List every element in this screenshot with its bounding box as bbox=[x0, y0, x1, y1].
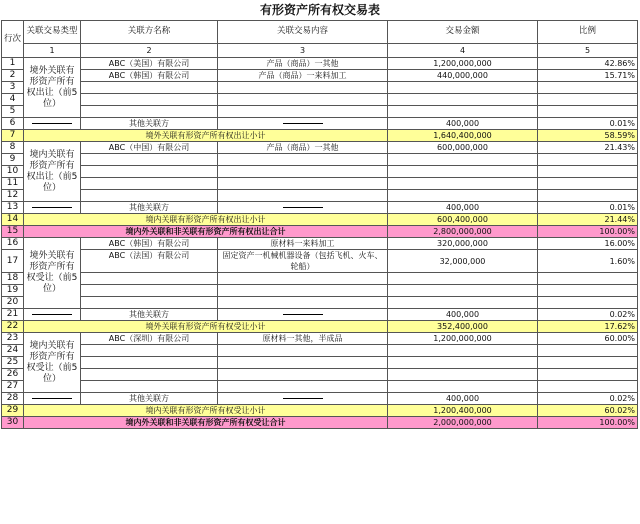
table-row bbox=[2, 118, 638, 130]
col-number: 2 bbox=[81, 43, 218, 57]
ratio-cell: 100.00% bbox=[538, 417, 638, 429]
subtotal-label: 境内关联有形资产所有权出让小计 bbox=[24, 214, 388, 226]
row-seq: 6 bbox=[2, 118, 24, 130]
table-row bbox=[2, 142, 638, 154]
row-seq: 23 bbox=[2, 333, 24, 345]
group-label: 境外关联有形资产所有权出让（前5位） bbox=[24, 58, 81, 118]
ratio-cell: 17.62% bbox=[538, 321, 638, 333]
row-seq: 11 bbox=[2, 178, 24, 190]
party-cell: ABC（韩国）有限公司 bbox=[81, 70, 218, 82]
page-title: 有形资产所有权交易表 bbox=[259, 3, 380, 17]
row-seq: 5 bbox=[2, 106, 24, 118]
row-seq: 8 bbox=[2, 142, 24, 154]
amount-cell: 400,000 bbox=[388, 118, 538, 130]
party-cell: ABC（深圳）有限公司 bbox=[81, 333, 218, 345]
total-label: 境内外关联和非关联有形资产所有权受让合计 bbox=[24, 417, 388, 429]
party-cell: ABC（美国）有限公司 bbox=[81, 58, 218, 70]
amount-cell: 1,640,400,000 bbox=[388, 130, 538, 142]
subtotal-label: 境外关联有形资产所有权出让小计 bbox=[24, 130, 388, 142]
row-seq: 16 bbox=[2, 238, 24, 250]
row-seq: 10 bbox=[2, 166, 24, 178]
total-row bbox=[2, 417, 638, 429]
row-seq: 3 bbox=[2, 82, 24, 94]
content-cell: 产品（商品）一来料加工 bbox=[218, 70, 388, 82]
row-seq: 1 bbox=[2, 58, 24, 70]
row-seq: 19 bbox=[2, 285, 24, 297]
col-number: 3 bbox=[218, 43, 388, 57]
content-cell: 固定资产一机械机器设备（包括飞机、火车、轮船） bbox=[218, 250, 388, 273]
table-row bbox=[2, 297, 638, 309]
table-row bbox=[2, 285, 638, 297]
ratio-cell: 15.71% bbox=[538, 70, 638, 82]
amount-cell: 352,400,000 bbox=[388, 321, 538, 333]
ratio-cell: 0.01% bbox=[538, 118, 638, 130]
row-seq: 12 bbox=[2, 190, 24, 202]
table-row bbox=[2, 333, 638, 345]
group-label: 境外关联有形资产所有权受让（前5位） bbox=[24, 238, 81, 309]
table-row bbox=[2, 166, 638, 178]
row-seq: 22 bbox=[2, 321, 24, 333]
row-seq: 28 bbox=[2, 393, 24, 405]
amount-cell: 400,000 bbox=[388, 393, 538, 405]
subtotal-label: 境外关联有形资产所有权受让小计 bbox=[24, 321, 388, 333]
table-row bbox=[2, 250, 638, 273]
row-seq: 18 bbox=[2, 273, 24, 285]
content-cell: 原材料一其他，半成品 bbox=[218, 333, 388, 345]
subtotal-row bbox=[2, 405, 638, 417]
ratio-cell: 60.02% bbox=[538, 405, 638, 417]
amount-cell: 32,000,000 bbox=[388, 250, 538, 273]
amount-cell: 2,000,000,000 bbox=[388, 417, 538, 429]
table-row bbox=[2, 273, 638, 285]
dash-cell bbox=[24, 118, 81, 130]
group-label: 境内关联有形资产所有权出让（前5位） bbox=[24, 142, 81, 202]
table-row bbox=[2, 94, 638, 106]
amount-cell: 320,000,000 bbox=[388, 238, 538, 250]
amount-cell: 600,000,000 bbox=[388, 142, 538, 154]
table-row bbox=[2, 369, 638, 381]
table-row bbox=[2, 154, 638, 166]
table-row bbox=[2, 357, 638, 369]
amount-cell: 1,200,000,000 bbox=[388, 333, 538, 345]
subtotal-row bbox=[2, 130, 638, 142]
content-cell: 原材料一来料加工 bbox=[218, 238, 388, 250]
ratio-cell: 42.86% bbox=[538, 58, 638, 70]
amount-cell: 1,200,400,000 bbox=[388, 405, 538, 417]
row-seq: 7 bbox=[2, 130, 24, 142]
table-row bbox=[2, 178, 638, 190]
subtotal-row bbox=[2, 321, 638, 333]
asset-transaction-table bbox=[1, 20, 638, 429]
dash-cell bbox=[218, 309, 388, 321]
row-seq: 13 bbox=[2, 202, 24, 214]
row-seq: 17 bbox=[2, 250, 24, 273]
column-number-row bbox=[2, 43, 638, 57]
dash-cell bbox=[218, 118, 388, 130]
table-row bbox=[2, 202, 638, 214]
dash-cell bbox=[24, 309, 81, 321]
table-row bbox=[2, 58, 638, 70]
party-cell: 其他关联方 bbox=[81, 393, 218, 405]
table-row bbox=[2, 106, 638, 118]
dash-cell bbox=[24, 202, 81, 214]
group-label: 境内关联有形资产所有权受让（前5位） bbox=[24, 333, 81, 393]
total-row bbox=[2, 226, 638, 238]
row-seq: 15 bbox=[2, 226, 24, 238]
table-row bbox=[2, 70, 638, 82]
amount-cell: 600,400,000 bbox=[388, 214, 538, 226]
ratio-cell: 100.00% bbox=[538, 226, 638, 238]
row-seq: 9 bbox=[2, 154, 24, 166]
col-number: 5 bbox=[538, 43, 638, 57]
party-cell: 其他关联方 bbox=[81, 202, 218, 214]
row-seq: 27 bbox=[2, 381, 24, 393]
col-number: 1 bbox=[24, 43, 81, 57]
row-seq: 2 bbox=[2, 70, 24, 82]
header-content: 关联交易内容 bbox=[218, 21, 388, 44]
row-seq: 25 bbox=[2, 357, 24, 369]
row-seq: 14 bbox=[2, 214, 24, 226]
header-type: 关联交易类型 bbox=[24, 21, 81, 44]
dash-cell bbox=[218, 202, 388, 214]
table-row bbox=[2, 393, 638, 405]
ratio-cell: 0.02% bbox=[538, 393, 638, 405]
content-cell: 产品（商品）一其他 bbox=[218, 58, 388, 70]
ratio-cell: 58.59% bbox=[538, 130, 638, 142]
header-row bbox=[2, 21, 638, 44]
header-party: 关联方名称 bbox=[81, 21, 218, 44]
amount-cell: 400,000 bbox=[388, 202, 538, 214]
dash-cell bbox=[24, 393, 81, 405]
table-row bbox=[2, 345, 638, 357]
row-seq: 21 bbox=[2, 309, 24, 321]
table-row bbox=[2, 190, 638, 202]
header-amount: 交易金额 bbox=[388, 21, 538, 44]
table-row bbox=[2, 238, 638, 250]
total-label: 境内外关联和非关联有形资产所有权出让合计 bbox=[24, 226, 388, 238]
table-row bbox=[2, 381, 638, 393]
ratio-cell: 16.00% bbox=[538, 238, 638, 250]
amount-cell: 2,800,000,000 bbox=[388, 226, 538, 238]
col-number: 4 bbox=[388, 43, 538, 57]
amount-cell: 400,000 bbox=[388, 309, 538, 321]
ratio-cell: 21.44% bbox=[538, 214, 638, 226]
row-seq: 30 bbox=[2, 417, 24, 429]
row-seq: 24 bbox=[2, 345, 24, 357]
party-cell: ABC（中国）有限公司 bbox=[81, 142, 218, 154]
ratio-cell: 21.43% bbox=[538, 142, 638, 154]
ratio-cell: 0.02% bbox=[538, 309, 638, 321]
dash-cell bbox=[218, 393, 388, 405]
party-cell: 其他关联方 bbox=[81, 309, 218, 321]
table-row bbox=[2, 82, 638, 94]
header-seq: 行次 bbox=[2, 21, 24, 58]
content-cell: 产品（商品）一其他 bbox=[218, 142, 388, 154]
party-cell: ABC（韩国）有限公司 bbox=[81, 238, 218, 250]
party-cell: 其他关联方 bbox=[81, 118, 218, 130]
table-row bbox=[2, 309, 638, 321]
amount-cell: 1,200,000,000 bbox=[388, 58, 538, 70]
party-cell: ABC（法国）有限公司 bbox=[81, 250, 218, 273]
amount-cell: 440,000,000 bbox=[388, 70, 538, 82]
header-ratio: 比例 bbox=[538, 21, 638, 44]
row-seq: 29 bbox=[2, 405, 24, 417]
ratio-cell: 1.60% bbox=[538, 250, 638, 273]
row-seq: 20 bbox=[2, 297, 24, 309]
row-seq: 4 bbox=[2, 94, 24, 106]
row-seq: 26 bbox=[2, 369, 24, 381]
subtotal-row bbox=[2, 214, 638, 226]
ratio-cell: 0.01% bbox=[538, 202, 638, 214]
subtotal-label: 境内关联有形资产所有权受让小计 bbox=[24, 405, 388, 417]
ratio-cell: 60.00% bbox=[538, 333, 638, 345]
